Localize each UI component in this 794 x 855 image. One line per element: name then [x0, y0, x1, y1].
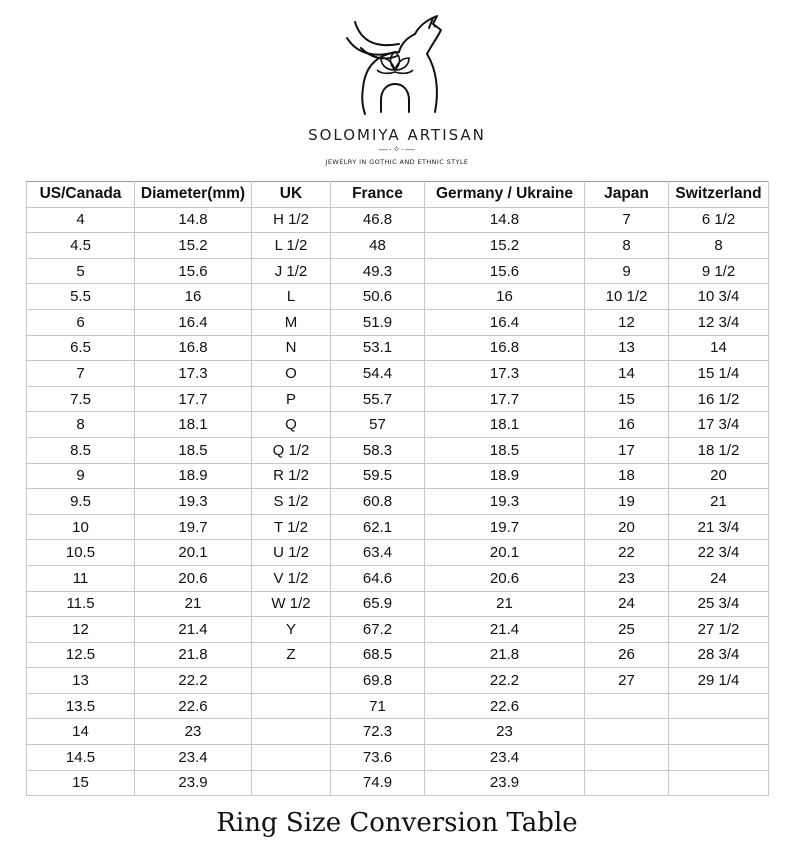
cell-us-canada: 4 — [27, 207, 135, 233]
cell-switzerland — [669, 770, 769, 796]
cell-germany-ukraine: 20.6 — [425, 565, 585, 591]
cell-france: 51.9 — [331, 309, 425, 335]
cell-diameter: 18.9 — [135, 463, 252, 489]
table-row — [27, 233, 769, 259]
cell-japan: 27 — [585, 668, 669, 694]
cell-us-canada: 7.5 — [27, 386, 135, 412]
cell-uk — [252, 770, 331, 796]
cell-diameter: 18.5 — [135, 437, 252, 463]
cell-switzerland: 21 — [669, 489, 769, 515]
cell-diameter: 19.7 — [135, 514, 252, 540]
cell-france: 67.2 — [331, 617, 425, 643]
cell-diameter: 20.1 — [135, 540, 252, 566]
cell-france: 72.3 — [331, 719, 425, 745]
cell-germany-ukraine: 22.2 — [425, 668, 585, 694]
cell-us-canada: 10 — [27, 514, 135, 540]
table-row — [27, 412, 769, 438]
cell-france: 55.7 — [331, 386, 425, 412]
table-row — [27, 335, 769, 361]
cell-germany-ukraine: 15.2 — [425, 233, 585, 259]
cell-france: 54.4 — [331, 361, 425, 387]
table-row — [27, 591, 769, 617]
cell-japan: 7 — [585, 207, 669, 233]
cell-uk: L 1/2 — [252, 233, 331, 259]
cell-uk: H 1/2 — [252, 207, 331, 233]
cell-diameter: 15.6 — [135, 258, 252, 284]
header-germany-ukraine: Germany / Ukraine — [425, 182, 585, 208]
cell-germany-ukraine: 20.1 — [425, 540, 585, 566]
cell-switzerland: 27 1/2 — [669, 617, 769, 643]
cell-france: 73.6 — [331, 745, 425, 771]
cell-germany-ukraine: 15.6 — [425, 258, 585, 284]
cell-uk: Q — [252, 412, 331, 438]
cell-uk: R 1/2 — [252, 463, 331, 489]
table-row — [27, 540, 769, 566]
cell-germany-ukraine: 18.5 — [425, 437, 585, 463]
cell-germany-ukraine: 18.1 — [425, 412, 585, 438]
cell-uk: Z — [252, 642, 331, 668]
cell-diameter: 17.3 — [135, 361, 252, 387]
table-row — [27, 258, 769, 284]
cell-japan: 20 — [585, 514, 669, 540]
cell-japan: 9 — [585, 258, 669, 284]
cell-germany-ukraine: 23 — [425, 719, 585, 745]
cell-us-canada: 14 — [27, 719, 135, 745]
cell-france: 62.1 — [331, 514, 425, 540]
cell-diameter: 16.4 — [135, 309, 252, 335]
cell-switzerland — [669, 719, 769, 745]
brand-divider: —·✧·— — [378, 144, 416, 154]
cell-germany-ukraine: 14.8 — [425, 207, 585, 233]
cell-japan: 26 — [585, 642, 669, 668]
cell-us-canada: 6 — [27, 309, 135, 335]
cell-switzerland: 8 — [669, 233, 769, 259]
table-row — [27, 642, 769, 668]
cell-japan: 12 — [585, 309, 669, 335]
cell-france: 50.6 — [331, 284, 425, 310]
table-row — [27, 463, 769, 489]
cell-uk: J 1/2 — [252, 258, 331, 284]
cell-switzerland: 15 1/4 — [669, 361, 769, 387]
cell-diameter: 22.2 — [135, 668, 252, 694]
cell-france: 57 — [331, 412, 425, 438]
cell-japan: 13 — [585, 335, 669, 361]
cell-us-canada: 10.5 — [27, 540, 135, 566]
cell-france: 64.6 — [331, 565, 425, 591]
cell-us-canada: 13.5 — [27, 693, 135, 719]
header-france: France — [331, 182, 425, 208]
cell-us-canada: 12.5 — [27, 642, 135, 668]
cell-uk: V 1/2 — [252, 565, 331, 591]
cell-switzerland: 12 3/4 — [669, 309, 769, 335]
cell-switzerland: 17 3/4 — [669, 412, 769, 438]
table-row — [27, 514, 769, 540]
cell-uk — [252, 668, 331, 694]
cell-us-canada: 12 — [27, 617, 135, 643]
table-row — [27, 309, 769, 335]
cell-diameter: 16.8 — [135, 335, 252, 361]
cell-switzerland: 6 1/2 — [669, 207, 769, 233]
cell-diameter: 16 — [135, 284, 252, 310]
cell-germany-ukraine: 19.7 — [425, 514, 585, 540]
table-row — [27, 386, 769, 412]
cell-switzerland: 10 3/4 — [669, 284, 769, 310]
cell-diameter: 23 — [135, 719, 252, 745]
cell-japan: 19 — [585, 489, 669, 515]
cell-switzerland — [669, 693, 769, 719]
brand-tagline: JEWELRY IN GOTHIC AND ETHNIC STYLE — [325, 158, 469, 166]
table-row — [27, 719, 769, 745]
cell-germany-ukraine: 23.9 — [425, 770, 585, 796]
cell-japan: 10 1/2 — [585, 284, 669, 310]
cell-france: 68.5 — [331, 642, 425, 668]
cell-us-canada: 13 — [27, 668, 135, 694]
cell-uk: U 1/2 — [252, 540, 331, 566]
cell-uk: W 1/2 — [252, 591, 331, 617]
cell-france: 46.8 — [331, 207, 425, 233]
table-body — [27, 207, 769, 796]
cell-uk — [252, 693, 331, 719]
cell-france: 74.9 — [331, 770, 425, 796]
cell-france: 59.5 — [331, 463, 425, 489]
cell-diameter: 14.8 — [135, 207, 252, 233]
cell-germany-ukraine: 18.9 — [425, 463, 585, 489]
cell-diameter: 21.4 — [135, 617, 252, 643]
header-us-canada: US/Canada — [27, 182, 135, 208]
cell-uk: M — [252, 309, 331, 335]
cell-switzerland: 25 3/4 — [669, 591, 769, 617]
table-row — [27, 565, 769, 591]
table-row — [27, 745, 769, 771]
cell-germany-ukraine: 16 — [425, 284, 585, 310]
deer-logo-icon — [337, 8, 457, 126]
cell-japan: 24 — [585, 591, 669, 617]
cell-france: 63.4 — [331, 540, 425, 566]
brand-name: SOLOMIYA ARTISAN — [308, 126, 486, 144]
cell-switzerland: 22 3/4 — [669, 540, 769, 566]
cell-diameter: 23.9 — [135, 770, 252, 796]
cell-france: 71 — [331, 693, 425, 719]
cell-us-canada: 8 — [27, 412, 135, 438]
cell-diameter: 23.4 — [135, 745, 252, 771]
cell-diameter: 18.1 — [135, 412, 252, 438]
cell-us-canada: 8.5 — [27, 437, 135, 463]
header-japan: Japan — [585, 182, 669, 208]
cell-japan: 23 — [585, 565, 669, 591]
brand-logo — [337, 8, 457, 126]
cell-us-canada: 5 — [27, 258, 135, 284]
cell-us-canada: 9.5 — [27, 489, 135, 515]
cell-germany-ukraine: 21.8 — [425, 642, 585, 668]
cell-uk — [252, 719, 331, 745]
cell-japan: 25 — [585, 617, 669, 643]
cell-diameter: 21.8 — [135, 642, 252, 668]
cell-uk: S 1/2 — [252, 489, 331, 515]
cell-japan — [585, 770, 669, 796]
cell-us-canada: 11.5 — [27, 591, 135, 617]
cell-uk — [252, 745, 331, 771]
header-diameter: Diameter(mm) — [135, 182, 252, 208]
cell-switzerland: 20 — [669, 463, 769, 489]
cell-switzerland: 9 1/2 — [669, 258, 769, 284]
table-row — [27, 617, 769, 643]
cell-france: 58.3 — [331, 437, 425, 463]
cell-uk: L — [252, 284, 331, 310]
cell-switzerland: 18 1/2 — [669, 437, 769, 463]
cell-france: 60.8 — [331, 489, 425, 515]
cell-france: 49.3 — [331, 258, 425, 284]
cell-diameter: 20.6 — [135, 565, 252, 591]
cell-switzerland: 24 — [669, 565, 769, 591]
cell-uk: T 1/2 — [252, 514, 331, 540]
cell-us-canada: 15 — [27, 770, 135, 796]
cell-japan: 14 — [585, 361, 669, 387]
cell-switzerland: 21 3/4 — [669, 514, 769, 540]
table-row — [27, 207, 769, 233]
table-header-row — [27, 182, 769, 208]
cell-japan — [585, 693, 669, 719]
cell-uk: Q 1/2 — [252, 437, 331, 463]
cell-switzerland — [669, 745, 769, 771]
table-row — [27, 668, 769, 694]
cell-japan: 18 — [585, 463, 669, 489]
cell-diameter: 15.2 — [135, 233, 252, 259]
cell-switzerland: 16 1/2 — [669, 386, 769, 412]
table-row — [27, 693, 769, 719]
page-title: Ring Size Conversion Table — [216, 808, 578, 838]
cell-japan: 16 — [585, 412, 669, 438]
cell-diameter: 21 — [135, 591, 252, 617]
cell-germany-ukraine: 21 — [425, 591, 585, 617]
cell-uk: Y — [252, 617, 331, 643]
cell-us-canada: 9 — [27, 463, 135, 489]
cell-uk: N — [252, 335, 331, 361]
table-row — [27, 770, 769, 796]
cell-france: 53.1 — [331, 335, 425, 361]
cell-germany-ukraine: 23.4 — [425, 745, 585, 771]
cell-us-canada: 4.5 — [27, 233, 135, 259]
ring-size-table — [26, 181, 769, 796]
table-row — [27, 489, 769, 515]
cell-us-canada: 6.5 — [27, 335, 135, 361]
cell-germany-ukraine: 16.4 — [425, 309, 585, 335]
cell-uk: O — [252, 361, 331, 387]
cell-germany-ukraine: 21.4 — [425, 617, 585, 643]
cell-us-canada: 11 — [27, 565, 135, 591]
cell-france: 69.8 — [331, 668, 425, 694]
table-row — [27, 284, 769, 310]
cell-france: 65.9 — [331, 591, 425, 617]
cell-germany-ukraine: 17.7 — [425, 386, 585, 412]
cell-diameter: 22.6 — [135, 693, 252, 719]
header-switzerland: Switzerland — [669, 182, 769, 208]
cell-japan — [585, 745, 669, 771]
cell-france: 48 — [331, 233, 425, 259]
cell-japan: 17 — [585, 437, 669, 463]
cell-switzerland: 14 — [669, 335, 769, 361]
cell-switzerland: 29 1/4 — [669, 668, 769, 694]
cell-japan: 22 — [585, 540, 669, 566]
cell-japan — [585, 719, 669, 745]
cell-germany-ukraine: 17.3 — [425, 361, 585, 387]
cell-uk: P — [252, 386, 331, 412]
cell-japan: 15 — [585, 386, 669, 412]
table-row — [27, 361, 769, 387]
cell-germany-ukraine: 16.8 — [425, 335, 585, 361]
table-row — [27, 437, 769, 463]
cell-us-canada: 5.5 — [27, 284, 135, 310]
cell-japan: 8 — [585, 233, 669, 259]
cell-us-canada: 14.5 — [27, 745, 135, 771]
header-uk: UK — [252, 182, 331, 208]
cell-germany-ukraine: 19.3 — [425, 489, 585, 515]
cell-us-canada: 7 — [27, 361, 135, 387]
cell-germany-ukraine: 22.6 — [425, 693, 585, 719]
cell-diameter: 19.3 — [135, 489, 252, 515]
cell-switzerland: 28 3/4 — [669, 642, 769, 668]
cell-diameter: 17.7 — [135, 386, 252, 412]
